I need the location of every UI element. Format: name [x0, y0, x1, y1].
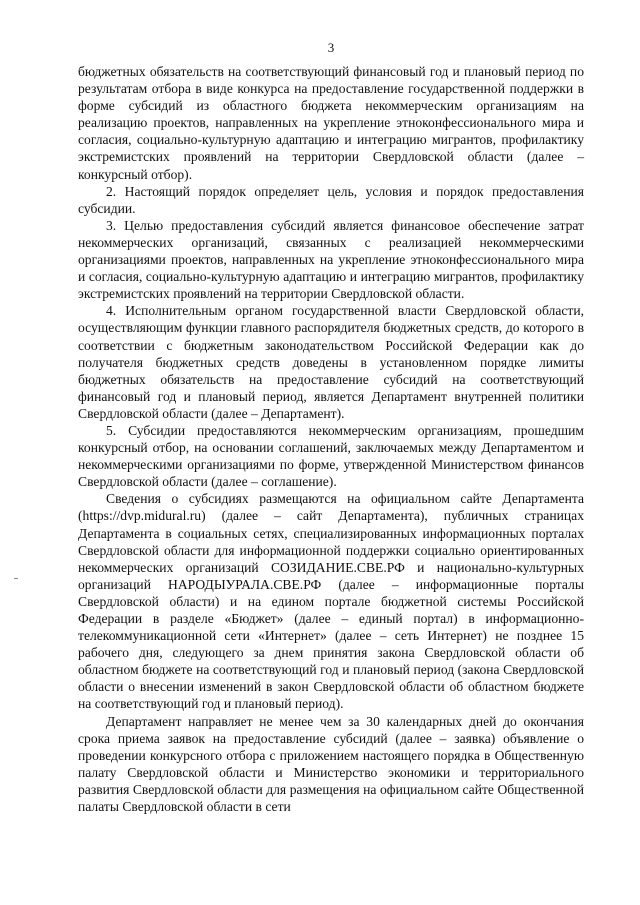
paragraph-2-purpose: 2. Настоящий порядок определяет цель, условия и порядок предоставления субсидии.	[78, 183, 584, 216]
paragraph-5-subsidies: 5. Субсидии предоставляются некоммерческим организациям, прошедшим конкурсный отбор, на основании соглашений, заключаемых между Департаментом и некоммерческими организациями по форме, утвержденной Министерством финансов Свердловской области (далее – соглашение).	[78, 422, 584, 490]
paragraph-3-goal: 3. Целью предоставления субсидий является финансовое обеспечение затрат некоммерческих организаций, связанных с реализацией некоммерческими организациями проектов, направленных на укрепление этноконфессионального мира и согласия, социально-культурную адаптацию и интеграцию мигрантов, профилактику экстремистских проявлений на территории Свердловской области.	[78, 217, 584, 302]
paragraph-department-announcement: Департамент направляет не менее чем за 30 календарных дней до окончания срока приема заявок на предоставление субсидий (далее – заявка) объявление о проведении конкурсного отбора с приложением настоящего порядка в Общественную палату Свердловской области и Министерство экономики и территориального развития Свердловской области для размещения на официальном сайте Общественной палаты Свердловской области в сети	[78, 713, 584, 815]
page-number: 3	[327, 40, 335, 55]
margin-mark	[14, 578, 18, 579]
paragraph-1-continuation: бюджетных обязательств на соответствующий финансовый год и плановый период по результатам отбора в виде конкурса на предоставление государственной поддержки в форме субсидий из областного бюджета некоммерческим организациям на реализацию проектов, направленных на укрепление этноконфессионального мира и согласия, социально-культурную адаптацию и интеграцию мигрантов, профилактику экстремистских проявлений на территории Свердловской области (далее – конкурсный отбор).	[78, 64, 584, 182]
paragraph-subsidy-info: Сведения о субсидиях размещаются на официальном сайте Департамента (https://dvp.midural.ru) (далее – сайт Департамента), публичных страницах Департамента в социальных сетях, специализированных информационных порталах Свердловской области для информационной поддержки социально ориентированных некоммерческих организаций СОЗИДАНИЕ.СВЕ.РФ и национально-культурных организаций НАРОДЫУРАЛА.СВЕ.РФ (далее – информационные порталы Свердловской области) и на едином портале бюджетной системы Российской Федерации в разделе «Бюджет» (далее – единый портал) в информационно-телекоммуникационной сети «Интернет» (далее – сеть Интернет) не позднее 15 рабочего дня, следующего за днем принятия закона Свердловской области об областном бюджете на соответствующий год и плановый период (закона Свердловской области о внесении изменений в закон Свердловской области об областном бюджете на соответствующий год и плановый период).	[78, 491, 584, 712]
paragraph-4-executive-body: 4. Исполнительным органом государственной власти Свердловской области, осуществляющим функции главного распорядителя бюджетных средств, до которого в соответствии с бюджетным законодательством Российской Федерации как до получателя бюджетных средств доведены в установленном порядке лимиты бюджетных обязательств на предоставление субсидий на соответствующий финансовый год и плановый период, является Департамент внутренней политики Свердловской области (далее – Департамент).	[78, 303, 584, 421]
